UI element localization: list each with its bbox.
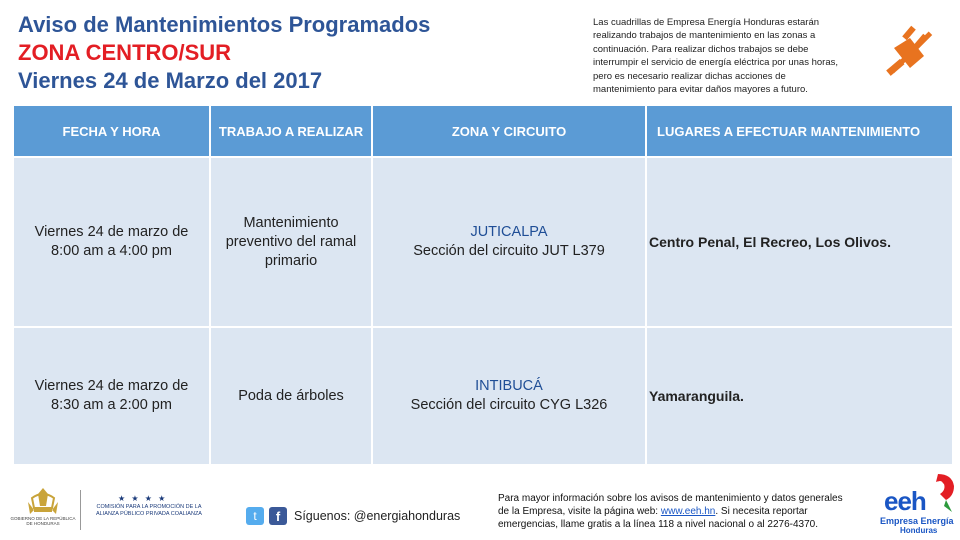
circuit-name: Sección del circuito CYG L326	[410, 397, 608, 413]
table-header-row	[13, 105, 953, 157]
footer-divider	[80, 490, 81, 530]
social-handle: Síguenos: @energiahonduras	[294, 509, 461, 523]
intro-paragraph: Las cuadrillas de Empresa Energía Honduras estarán realizando trabajos de mantenimiento en las zonas a continuación. Para realizar dichos trabajos se debe interrumpir el servicio de energía eléctrica por unas horas, pero es necesario realizar dichas acciones de mantenimiento para evitar daños mayores a futuro.	[593, 17, 839, 96]
column-header-places: LUGARES A EFECTUAR MANTENIMIENTO	[646, 105, 953, 157]
table-row	[13, 327, 953, 465]
coalianza-label: COMISIÓN PARA LA PROMOCIÓN DE LA ALIANZA PÚBLICO PRIVADA COALIANZA	[96, 504, 202, 517]
column-header-work: TRABAJO A REALIZAR	[210, 105, 372, 157]
zone-name: JUTICALPA	[470, 224, 548, 240]
zone-name: INTIBUCÁ	[475, 378, 543, 394]
contact-info: Para mayor información sobre los avisos de mantenimiento y datos generales de la Empresa, visite la página web: www.eeh.hn. Si necesita reportar emergencias, llame gratis a la línea 118 a nivel nacional o al 2276-4370.	[498, 493, 843, 530]
coalianza-stars: ★ ★ ★ ★	[118, 494, 168, 503]
brand-name-line2: Honduras	[900, 526, 938, 535]
header	[0, 0, 960, 104]
facebook-icon[interactable]: f	[269, 507, 287, 525]
twitter-icon[interactable]: t	[246, 507, 264, 525]
work-cell: Poda de árboles	[210, 327, 372, 465]
website-link[interactable]: www.eeh.hn	[660, 506, 716, 517]
places-cell: Centro Penal, El Recreo, Los Olivos.	[646, 157, 953, 327]
footer	[0, 472, 960, 540]
date-cell: Viernes 24 de marzo de 8:00 am a 4:00 pm	[13, 157, 210, 327]
maintenance-table	[12, 104, 954, 466]
brand-name-line1: Empresa Energía	[880, 516, 954, 526]
zone-cell	[372, 327, 646, 465]
circuit-name: Sección del circuito JUT L379	[413, 243, 605, 259]
government-label: GOBIERNO DE LA REPÚBLICA DE HONDURAS	[10, 516, 76, 526]
table-row	[13, 157, 953, 327]
column-header-zone: ZONA Y CIRCUITO	[372, 105, 646, 157]
work-cell: Mantenimiento preventivo del ramal primario	[210, 157, 372, 327]
zone-cell	[372, 157, 646, 327]
electric-plug-prohibited-icon	[880, 22, 940, 82]
places-cell: Yamaranguila.	[646, 327, 953, 465]
zone-title: ZONA CENTRO/SUR	[18, 40, 232, 65]
brand-logo-text: eeh	[884, 486, 926, 516]
date-cell: Viernes 24 de marzo de 8:30 am a 2:00 pm	[13, 327, 210, 465]
column-header-date: FECHA Y HORA	[13, 105, 210, 157]
date-title: Viernes 24 de Marzo del 2017	[18, 68, 323, 93]
page-title: Aviso de Mantenimientos Programados	[18, 12, 431, 37]
